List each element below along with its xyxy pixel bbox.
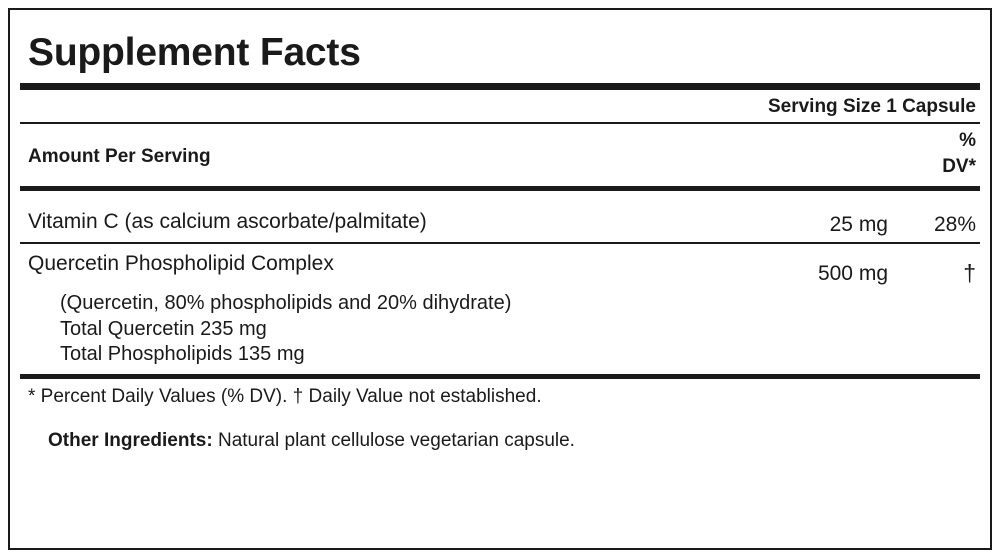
amount-per-serving-row	[20, 124, 980, 186]
nutrient-row-vitamin-c	[20, 199, 980, 242]
serving-size: Serving Size 1 Capsule	[767, 95, 976, 117]
other-ingredients	[20, 408, 980, 452]
nutrient-name: Quercetin Phospholipid Complex	[28, 251, 334, 275]
daily-value-footnote: * Percent Daily Values (% DV). † Daily Value not established.	[28, 385, 542, 407]
nutrient-name: Vitamin C (as calcium ascorbate/palmitate)	[28, 209, 427, 233]
divider-thick-top	[20, 83, 980, 90]
dv-header-percent: %	[959, 129, 976, 151]
subnote-total-quercetin: Total Quercetin 235 mg	[60, 317, 267, 340]
daily-value-header	[942, 128, 976, 179]
other-ingredients-text: Natural plant cellulose vegetarian capsule.	[217, 429, 575, 451]
subnote-total-phospholipids: Total Phospholipids 135 mg	[60, 343, 305, 366]
subnote-composition: (Quercetin, 80% phospholipids and 20% dihydrate)	[60, 291, 512, 314]
nutrient-amount: 500 mg	[817, 261, 888, 285]
dv-header-label: DV*	[942, 155, 976, 177]
nutrient-daily-value: †	[963, 259, 976, 286]
nutrient-row-quercetin	[20, 244, 980, 287]
supplement-facts-panel	[8, 8, 992, 550]
nutrient-amount: 25 mg	[829, 212, 888, 236]
nutrient-daily-value: 28%	[933, 212, 976, 236]
page-title: Supplement Facts	[28, 31, 361, 74]
other-ingredients-label: Other Ingredients:	[48, 429, 218, 451]
amount-per-serving-label: Amount Per Serving	[28, 145, 211, 167]
nutrient-subnotes	[20, 287, 980, 374]
spacer-after-header	[20, 191, 980, 199]
panel-inner	[20, 20, 980, 538]
